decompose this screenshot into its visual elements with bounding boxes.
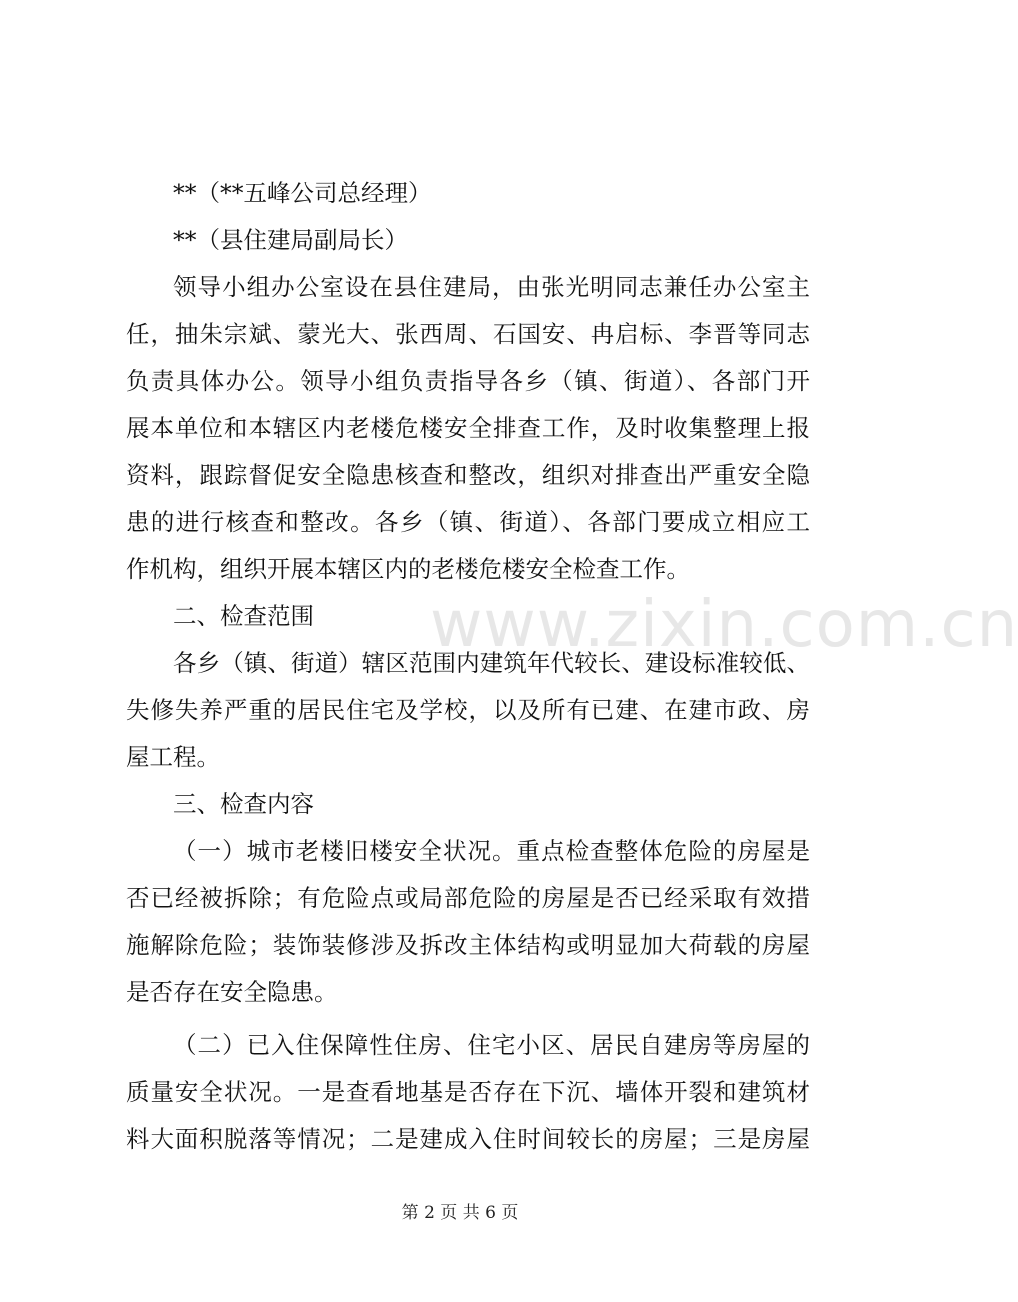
paragraph-item1-line-1: （一）城市老楼旧楼安全状况。重点检查整体危险的房屋是	[173, 837, 810, 865]
paragraph-scope-line-2: 失修失养严重的居民住宅及学校，以及所有已建、在建市政、房	[126, 696, 810, 724]
paragraph-office-line-1: 领导小组办公室设在县住建局，由张光明同志兼任办公室主	[173, 273, 810, 301]
paragraph-office-line-5: 资料，跟踪督促安全隐患核查和整改，组织对排查出严重安全隐	[126, 461, 810, 489]
member-line-2: **（县住建局副局长）	[173, 226, 408, 254]
paragraph-office-line-7: 作机构，组织开展本辖区内的老楼危楼安全检查工作。	[126, 555, 690, 583]
paragraph-item2-line-3: 料大面积脱落等情况；二是建成入住时间较长的房屋；三是房屋	[126, 1125, 810, 1153]
member-line-1: **（**五峰公司总经理）	[173, 179, 432, 207]
paragraph-office-line-4: 展本单位和本辖区内老楼危楼安全排查工作，及时收集整理上报	[126, 414, 810, 442]
paragraph-scope-line-1: 各乡（镇、街道）辖区范围内建筑年代较长、建设标准较低、	[173, 649, 810, 677]
paragraph-item2-line-1: （二）已入住保障性住房、住宅小区、居民自建房等房屋的	[173, 1031, 810, 1059]
page-number-footer: 第 2 页 共 6 页	[401, 1203, 519, 1223]
section-heading-content: 三、检查内容	[173, 790, 314, 818]
paragraph-scope-line-3: 屋工程。	[126, 743, 220, 771]
paragraph-office-line-2: 任，抽朱宗斌、蒙光大、张西周、石国安、冉启标、李晋等同志	[126, 320, 810, 348]
section-heading-scope: 二、检查范围	[173, 602, 314, 630]
paragraph-office-line-3: 负责具体办公。领导小组负责指导各乡（镇、街道）、各部门开	[126, 367, 810, 395]
paragraph-item2-line-2: 质量安全状况。一是查看地基是否存在下沉、墙体开裂和建筑材	[126, 1078, 810, 1106]
paragraph-item1-line-3: 施解除危险；装饰装修涉及拆改主体结构或明显加大荷载的房屋	[126, 931, 810, 959]
paragraph-item1-line-4: 是否存在安全隐患。	[126, 978, 338, 1006]
paragraph-item1-line-2: 否已经被拆除；有危险点或局部危险的房屋是否已经采取有效措	[126, 884, 810, 912]
document-body	[126, 170, 810, 1163]
watermark-text: www.zixin.com.cn	[430, 588, 1018, 662]
paragraph-office-line-6: 患的进行核查和整改。各乡（镇、街道）、各部门要成立相应工	[126, 508, 810, 536]
